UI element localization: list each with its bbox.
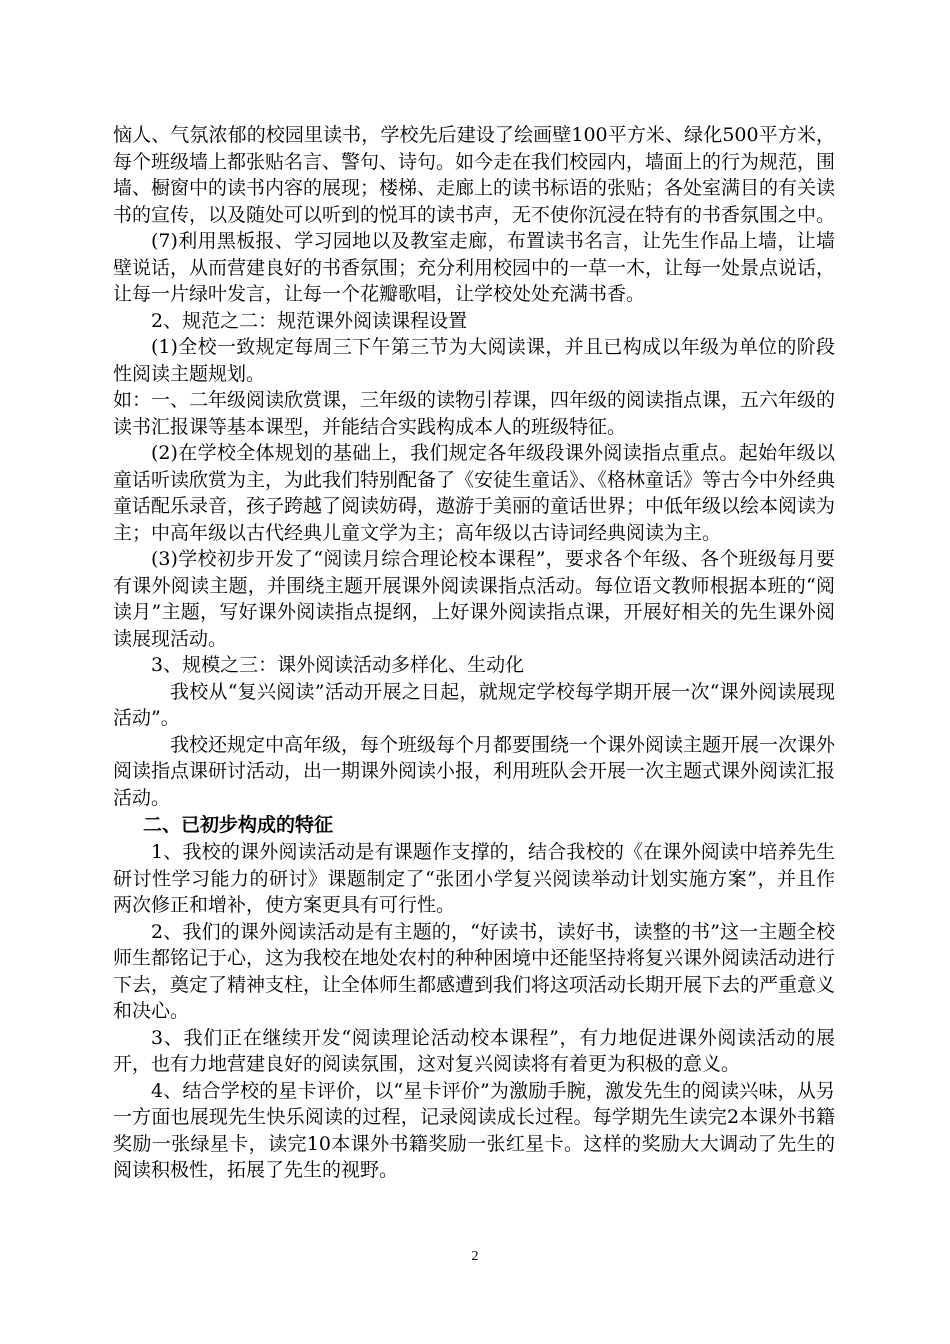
paragraph-course-types: 如：一、二年级阅读欣赏课，三年级的读物引荐课，四年级的阅读指点课，五六年级的读书汇报课等基本课型，并能结合实践构成本人的班级特征。 [113, 389, 836, 438]
page-number: 2 [471, 1249, 479, 1264]
chapter-heading-features: 二、已初步构成的特征 [143, 814, 334, 836]
paragraph-feature-two: 2、我们的课外阅读活动是有主题的，“好读书，读好书，读整的书”这一主题全校师生都铭记于心，这为我校在地处农村的种种困境中还能坚持将复兴课外阅读活动进行下去，奠定了精神支柱，让全体师生都感遭到我们将这项活动长期开展下去的严重意义和决心。 [113, 920, 836, 1022]
section-heading-norm-two: 2、规范之二：规范课外阅读课程设置 [151, 309, 468, 332]
paragraph-class-activities: 我校还规定中高年级，每个班级每个月都要围绕一个课外阅读主题开展一次课外阅读指点课研讨活动，出一期课外阅读小报，利用班队会开展一次主题式课外阅读汇报活动。 [113, 733, 836, 809]
paragraph-campus-reading: 恼人、气氛浓郁的校园里读书，学校先后建设了绘画壁100平方米、绿化500平方米，每个班级墙上都张贴名言、警句、诗句。如今走在我们校园内，墙面上的行为规范，围墙、橱窗中的读书内容的展现；楼梯、走廊上的读书标语的张贴；各处室满目的有关读书的宣传，以及随处可以听到的悦耳的读书声，无不使你沉浸在特有的书香氛围之中。 [113, 124, 836, 226]
section-heading-scale-three: 3、规模之三：课外阅读活动多样化、生动化 [151, 654, 525, 676]
document-body [113, 122, 835, 1184]
paragraph-feature-one: 1、我校的课外阅读活动是有课题作支撑的，结合我校的《在课外阅读中培养先生研讨性学习能力的研讨》课题制定了“张团小学复兴阅读举动计划实施方案”，并且作两次修正和增补，使方案更具有可行性。 [113, 841, 835, 916]
paragraph-feature-three: 3、我们正在继续开发“阅读理论活动校本课程”，有力地促进课外阅读活动的展开，也有力地营建良好的阅读氛围，这对复兴阅读将有着更为积极的意义。 [113, 1026, 835, 1075]
paragraph-reading-month: (3)学校初步开发了“阅读月综合理论校本课程”，要求各个年级、各个班级每月要有课外阅读主题，并围绕主题开展课外阅读课指点活动。每位语文教师根据本班的“阅读月”主题，写好课外阅读指点提纲，上好课外阅读指点课，开展好相关的先生课外阅读展现活动。 [113, 548, 835, 650]
paragraph-revival-reading: 我校从“复兴阅读”活动开展之日起，就规定学校每学期开展一次“课外阅读展现活动”。 [113, 680, 835, 729]
paragraph-reading-class: (1)全校一致规定每周三下午第三节为大阅读课，并且已构成以年级为单位的阶段性阅读主题规划。 [113, 336, 835, 385]
paragraph-feature-four: 4、结合学校的星卡评价，以“星卡评价”为激励手腕，激发先生的阅读兴味，从另一方面也展现先生快乐阅读的过程，记录阅读成长过程。每学期先生读完2本课外书籍奖励一张绿星卡，读完10本课外书籍奖励一张红星卡。这样的奖励大大调动了先生的阅读积极性，拓展了先生的视野。 [113, 1079, 835, 1181]
paragraph-blackboard: (7)利用黑板报、学习园地以及教室走廊，布置读书名言，让先生作品上墙，让墙壁说话，从而营建良好的书香氛围；充分利用校园中的一草一木，让每一处景点说话，让每一片绿叶发言，让每一个花瓣歌唱，让学校处处充满书香。 [113, 230, 836, 305]
paragraph-grade-focus: (2)在学校全体规划的基础上，我们规定各年级段课外阅读指点重点。起始年级以童话听读欣赏为主，为此我们特别配备了《安徒生童话》、《格林童话》等古今中外经典童话配乐录音，孩子跨越了阅读妨碍，遨游于美丽的童话世界；中低年级以绘本阅读为主；中高年级以古代经典儿童文学为主；高年级以古诗词经典阅读为主。 [113, 442, 836, 544]
